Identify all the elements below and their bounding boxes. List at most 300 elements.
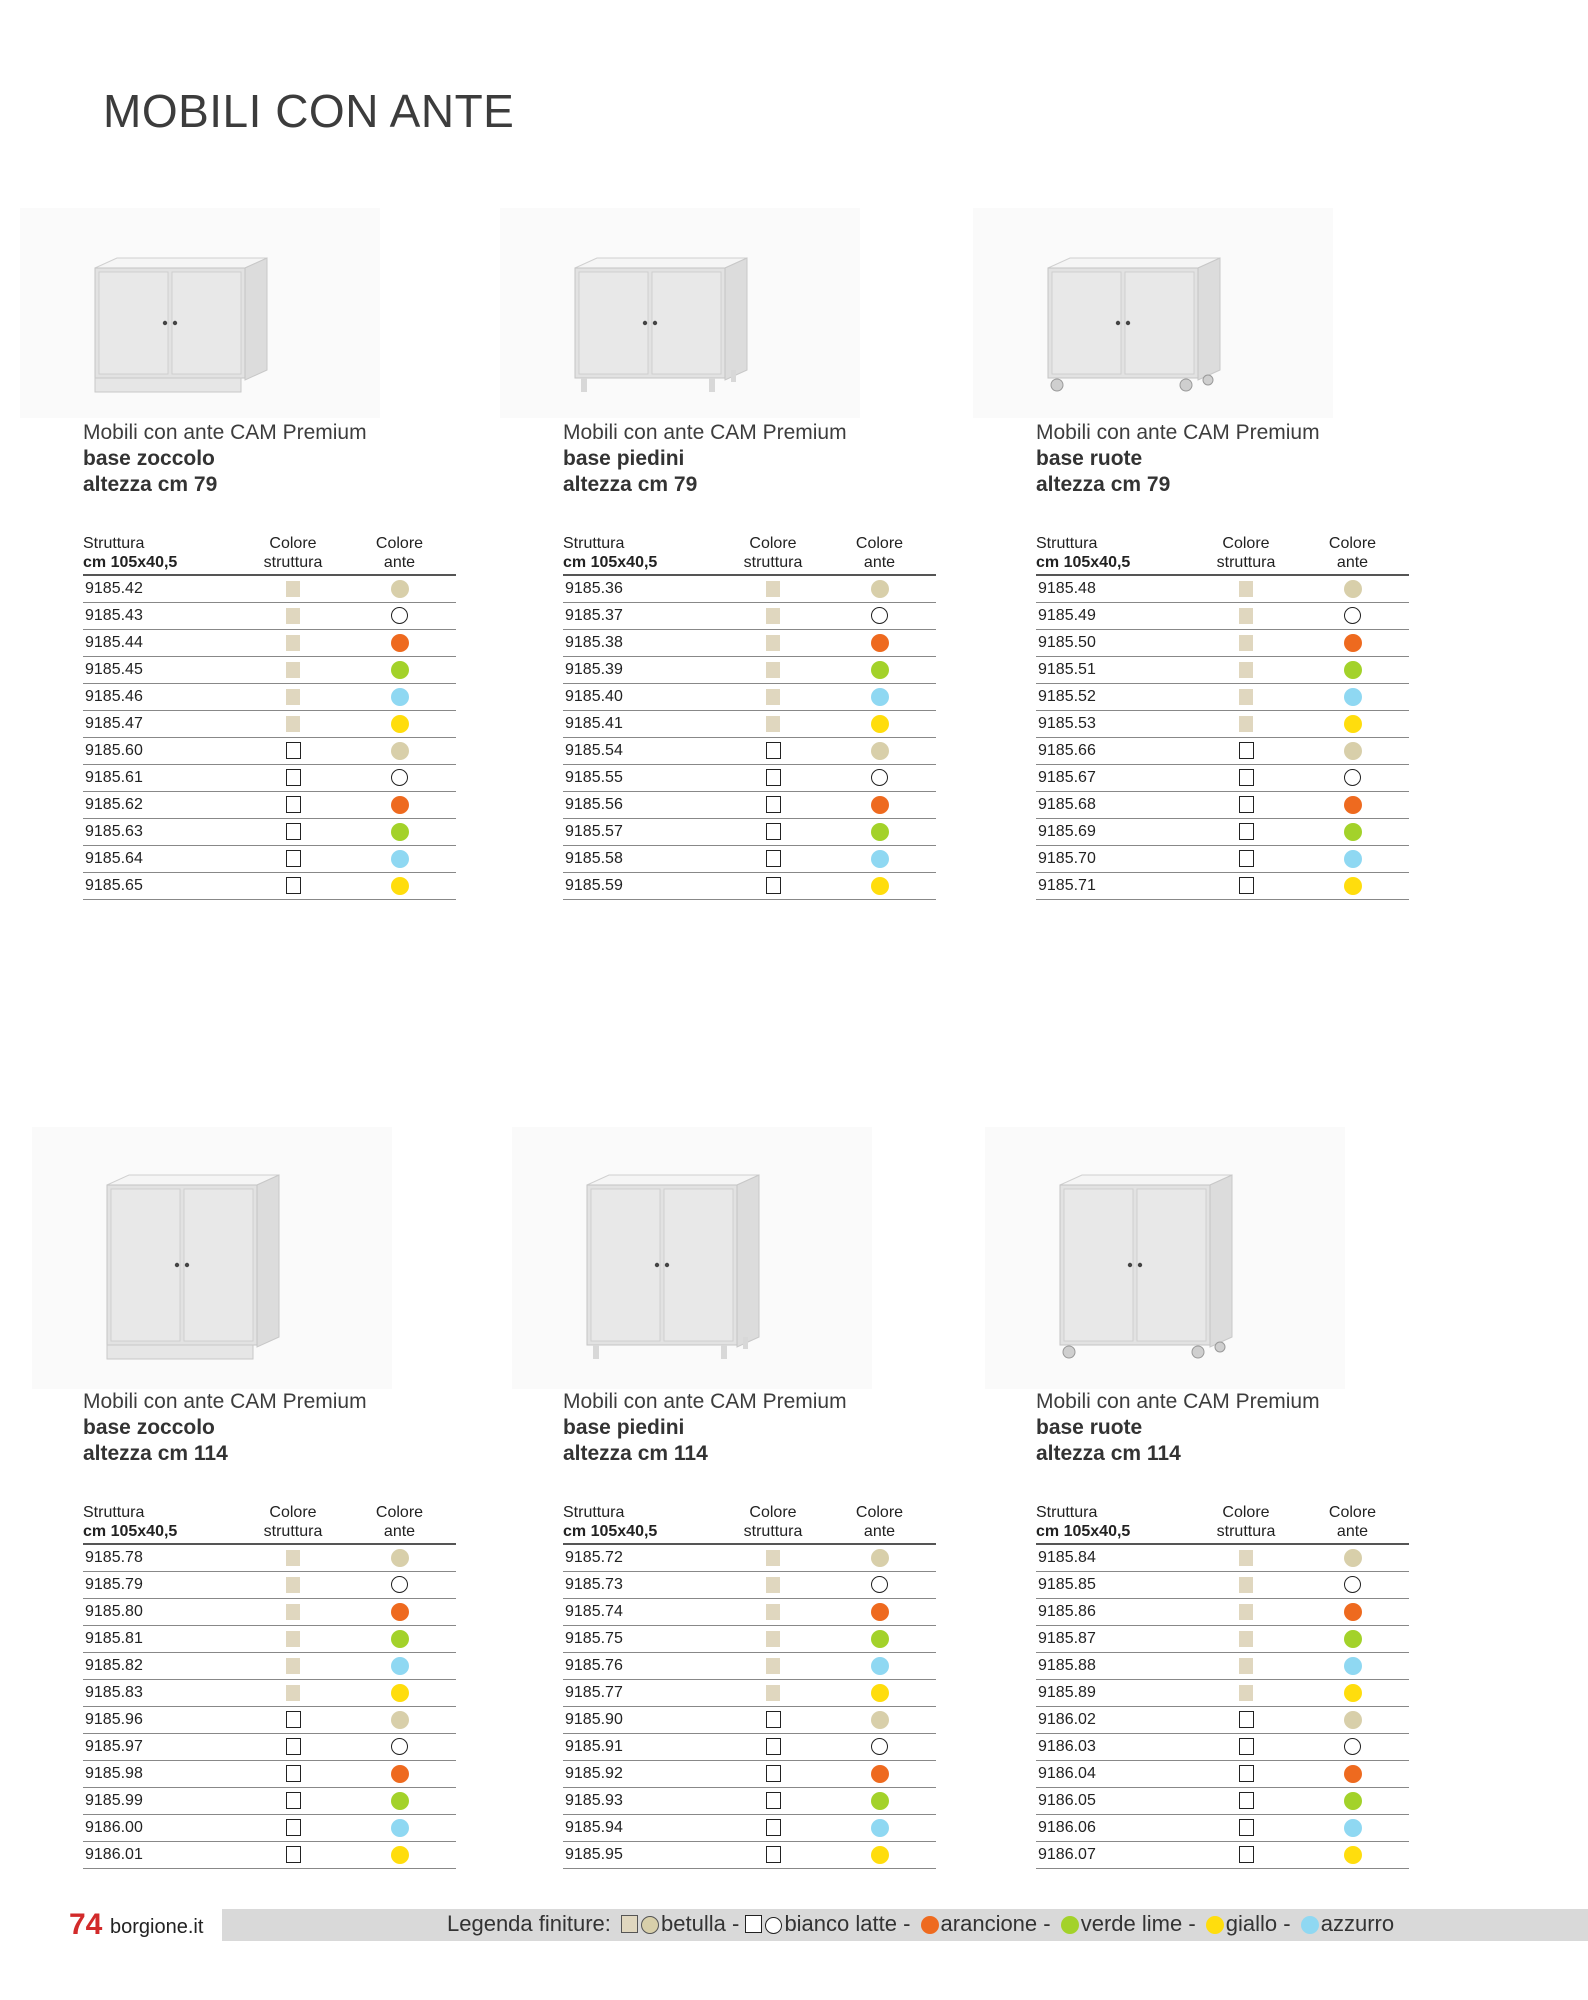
door-color-cell bbox=[1296, 1734, 1409, 1761]
betulla-swatch-icon bbox=[766, 1550, 780, 1566]
header-dimensions: cm 105x40,5 bbox=[1036, 1523, 1131, 1540]
product-code: 9185.45 bbox=[83, 657, 243, 684]
bianco-latte-swatch-icon bbox=[1239, 877, 1254, 894]
structure-color-cell bbox=[1196, 819, 1296, 846]
product-code: 9186.01 bbox=[83, 1842, 243, 1869]
product-code: 9185.96 bbox=[83, 1707, 243, 1734]
structure-color-cell bbox=[243, 1626, 343, 1653]
structure-color-cell bbox=[723, 684, 823, 711]
giallo-dot-icon bbox=[871, 715, 889, 733]
table-row bbox=[83, 819, 456, 846]
verde-dot-icon bbox=[1344, 1630, 1362, 1648]
door-color-cell bbox=[823, 1599, 936, 1626]
bianco-latte-swatch-icon bbox=[286, 1819, 301, 1836]
header-colore-ante bbox=[823, 1503, 936, 1544]
bianco-dot-icon bbox=[1344, 769, 1361, 786]
door-color-cell bbox=[1296, 630, 1409, 657]
door-color-cell bbox=[1296, 1572, 1409, 1599]
product-code: 9185.73 bbox=[563, 1572, 723, 1599]
door-color-cell bbox=[343, 1761, 456, 1788]
structure-color-cell bbox=[723, 1707, 823, 1734]
header-colore-ante bbox=[343, 1503, 456, 1544]
table-row bbox=[83, 792, 456, 819]
verde-dot-icon bbox=[1344, 661, 1362, 679]
azzurro-dot-icon bbox=[1344, 1657, 1362, 1675]
door-color-cell bbox=[343, 765, 456, 792]
door-color-cell bbox=[823, 1842, 936, 1869]
product-code: 9186.07 bbox=[1036, 1842, 1196, 1869]
table-row bbox=[563, 1544, 936, 1572]
table-row bbox=[1036, 765, 1409, 792]
betulla-swatch-icon bbox=[286, 608, 300, 624]
product-description bbox=[563, 420, 847, 498]
arancione-dot-icon bbox=[871, 796, 889, 814]
betulla-dot-icon bbox=[871, 580, 889, 598]
product-line1: Mobili con ante CAM Premium bbox=[563, 421, 847, 444]
table-row bbox=[1036, 846, 1409, 873]
door-color-cell bbox=[343, 630, 456, 657]
product-code: 9185.44 bbox=[83, 630, 243, 657]
table-row bbox=[563, 630, 936, 657]
betulla-swatch-icon bbox=[1239, 608, 1253, 624]
verde-dot-icon bbox=[391, 661, 409, 679]
betulla-dot-icon bbox=[871, 742, 889, 760]
header-ante-sub: ante bbox=[383, 554, 416, 571]
header-colore: Colore bbox=[375, 1504, 424, 1521]
bianco-latte-swatch-icon bbox=[766, 769, 781, 786]
betulla-circle-icon bbox=[641, 1916, 659, 1934]
table-row bbox=[1036, 603, 1409, 630]
door-color-cell bbox=[823, 1653, 936, 1680]
product-code: 9185.99 bbox=[83, 1788, 243, 1815]
structure-color-cell bbox=[243, 1734, 343, 1761]
table-row bbox=[1036, 792, 1409, 819]
product-line1: Mobili con ante CAM Premium bbox=[83, 1390, 367, 1413]
product-code: 9185.49 bbox=[1036, 603, 1196, 630]
betulla-dot-icon bbox=[1344, 1711, 1362, 1729]
product-code: 9185.76 bbox=[563, 1653, 723, 1680]
product-code: 9186.02 bbox=[1036, 1707, 1196, 1734]
arancione-dot-icon bbox=[871, 1603, 889, 1621]
betulla-swatch-icon bbox=[766, 581, 780, 597]
table-row bbox=[563, 792, 936, 819]
product-code: 9185.77 bbox=[563, 1680, 723, 1707]
door-color-cell bbox=[823, 792, 936, 819]
structure-color-cell bbox=[723, 792, 823, 819]
betulla-swatch-icon bbox=[766, 635, 780, 651]
table-row bbox=[1036, 819, 1409, 846]
betulla-dot-icon bbox=[1344, 580, 1362, 598]
table-row bbox=[83, 1842, 456, 1869]
bianco-latte-swatch-icon bbox=[286, 1711, 301, 1728]
bianco-square-icon bbox=[745, 1915, 762, 1933]
door-color-cell bbox=[1296, 819, 1409, 846]
door-color-cell bbox=[1296, 657, 1409, 684]
betulla-swatch-icon bbox=[766, 689, 780, 705]
door-color-cell bbox=[343, 1815, 456, 1842]
door-color-cell bbox=[1296, 1599, 1409, 1626]
door-color-cell bbox=[823, 1707, 936, 1734]
table-row bbox=[1036, 1734, 1409, 1761]
bianco-latte-swatch-icon bbox=[766, 796, 781, 813]
header-struttura-sub: struttura bbox=[1216, 554, 1276, 571]
product-code: 9185.62 bbox=[83, 792, 243, 819]
door-color-cell bbox=[823, 1788, 936, 1815]
door-color-cell bbox=[823, 819, 936, 846]
table-row bbox=[83, 603, 456, 630]
door-color-cell bbox=[343, 711, 456, 738]
door-color-cell bbox=[1296, 711, 1409, 738]
table-row bbox=[1036, 1626, 1409, 1653]
table-header-row bbox=[563, 534, 936, 575]
product-code: 9185.90 bbox=[563, 1707, 723, 1734]
azzurro-dot-icon bbox=[871, 688, 889, 706]
header-struttura-label: Struttura bbox=[1036, 535, 1098, 552]
structure-color-cell bbox=[723, 1544, 823, 1572]
product-line1: Mobili con ante CAM Premium bbox=[563, 1390, 847, 1413]
door-color-cell bbox=[1296, 1653, 1409, 1680]
product-code: 9185.84 bbox=[1036, 1544, 1196, 1572]
table-row bbox=[83, 1626, 456, 1653]
door-color-cell bbox=[823, 1680, 936, 1707]
giallo-dot-icon bbox=[391, 715, 409, 733]
header-struttura-label: Struttura bbox=[83, 1504, 145, 1521]
legend-bianco: bianco latte - bbox=[784, 1911, 911, 1936]
product-code: 9185.92 bbox=[563, 1761, 723, 1788]
structure-color-cell bbox=[1196, 575, 1296, 603]
product-code-table bbox=[1036, 1503, 1409, 1869]
table-row bbox=[83, 1761, 456, 1788]
legend-arancione: arancione - bbox=[940, 1911, 1051, 1936]
structure-color-cell bbox=[1196, 1842, 1296, 1869]
table-row bbox=[83, 1734, 456, 1761]
structure-color-cell bbox=[243, 657, 343, 684]
table-row bbox=[83, 1572, 456, 1599]
betulla-dot-icon bbox=[391, 1711, 409, 1729]
giallo-dot-icon bbox=[391, 1846, 409, 1864]
table-row bbox=[1036, 1815, 1409, 1842]
door-color-cell bbox=[343, 873, 456, 900]
structure-color-cell bbox=[1196, 657, 1296, 684]
product-code: 9185.41 bbox=[563, 711, 723, 738]
table-row bbox=[563, 1734, 936, 1761]
table-row bbox=[83, 1544, 456, 1572]
header-dimensions: cm 105x40,5 bbox=[1036, 554, 1131, 571]
azzurro-dot-icon bbox=[1344, 688, 1362, 706]
header-struttura-sub: struttura bbox=[263, 554, 323, 571]
bianco-dot-icon bbox=[391, 769, 408, 786]
header-colore: Colore bbox=[749, 1504, 797, 1521]
verde-dot-icon bbox=[391, 1792, 409, 1810]
giallo-dot-icon bbox=[391, 1684, 409, 1702]
bianco-latte-swatch-icon bbox=[766, 1819, 781, 1836]
table-row bbox=[1036, 1788, 1409, 1815]
table-row bbox=[563, 575, 936, 603]
table-row bbox=[563, 1572, 936, 1599]
header-colore: Colore bbox=[855, 1504, 904, 1521]
product-line1: Mobili con ante CAM Premium bbox=[1036, 421, 1320, 444]
azzurro-dot-icon bbox=[391, 1657, 409, 1675]
table-row bbox=[83, 1599, 456, 1626]
betulla-swatch-icon bbox=[1239, 1685, 1253, 1701]
bianco-latte-swatch-icon bbox=[286, 769, 301, 786]
bianco-latte-swatch-icon bbox=[286, 796, 301, 813]
product-code: 9185.69 bbox=[1036, 819, 1196, 846]
table-header-row bbox=[83, 1503, 456, 1544]
product-code: 9185.91 bbox=[563, 1734, 723, 1761]
structure-color-cell bbox=[1196, 792, 1296, 819]
table-header-row bbox=[83, 534, 456, 575]
door-color-cell bbox=[823, 657, 936, 684]
product-line3: altezza cm 79 bbox=[83, 473, 218, 496]
product-code: 9185.81 bbox=[83, 1626, 243, 1653]
structure-color-cell bbox=[1196, 1626, 1296, 1653]
table-row bbox=[1036, 684, 1409, 711]
structure-color-cell bbox=[1196, 1544, 1296, 1572]
header-colore: Colore bbox=[375, 535, 424, 552]
door-color-cell bbox=[823, 684, 936, 711]
arancione-dot-icon bbox=[1344, 796, 1362, 814]
product-code: 9185.64 bbox=[83, 846, 243, 873]
structure-color-cell bbox=[243, 819, 343, 846]
bianco-latte-swatch-icon bbox=[766, 850, 781, 867]
door-color-cell bbox=[1296, 1544, 1409, 1572]
bianco-latte-swatch-icon bbox=[286, 877, 301, 894]
door-color-cell bbox=[343, 1653, 456, 1680]
table-row bbox=[563, 1680, 936, 1707]
table-row bbox=[1036, 1653, 1409, 1680]
table-row bbox=[83, 846, 456, 873]
bianco-latte-swatch-icon bbox=[286, 1846, 301, 1863]
betulla-swatch-icon bbox=[1239, 716, 1253, 732]
structure-color-cell bbox=[1196, 1761, 1296, 1788]
header-colore: Colore bbox=[855, 535, 904, 552]
product-code: 9185.40 bbox=[563, 684, 723, 711]
product-description bbox=[83, 420, 367, 498]
product-code: 9186.04 bbox=[1036, 1761, 1196, 1788]
structure-color-cell bbox=[243, 630, 343, 657]
azzurro-dot-icon bbox=[871, 850, 889, 868]
table-header-row bbox=[1036, 1503, 1409, 1544]
bianco-latte-swatch-icon bbox=[766, 742, 781, 759]
header-colore-struttura bbox=[243, 534, 343, 575]
betulla-swatch-icon bbox=[1239, 1550, 1253, 1566]
betulla-swatch-icon bbox=[766, 716, 780, 732]
product-line2: base ruote bbox=[1036, 447, 1143, 470]
table-row bbox=[1036, 1842, 1409, 1869]
table-row bbox=[563, 1761, 936, 1788]
arancione-dot-icon bbox=[391, 1765, 409, 1783]
structure-color-cell bbox=[723, 1842, 823, 1869]
product-image bbox=[985, 1127, 1345, 1389]
door-color-cell bbox=[823, 575, 936, 603]
betulla-swatch-icon bbox=[1239, 689, 1253, 705]
bianco-latte-swatch-icon bbox=[766, 1765, 781, 1782]
arancione-dot-icon bbox=[391, 634, 409, 652]
header-struttura-label: Struttura bbox=[563, 1504, 625, 1521]
product-image bbox=[20, 208, 380, 418]
structure-color-cell bbox=[1196, 684, 1296, 711]
betulla-swatch-icon bbox=[286, 1685, 300, 1701]
door-color-cell bbox=[343, 1572, 456, 1599]
door-color-cell bbox=[1296, 575, 1409, 603]
table-row bbox=[1036, 630, 1409, 657]
verde-dot-icon bbox=[1344, 823, 1362, 841]
giallo-dot-icon bbox=[1344, 715, 1362, 733]
door-color-cell bbox=[1296, 1680, 1409, 1707]
verde-dot-icon bbox=[1344, 1792, 1362, 1810]
structure-color-cell bbox=[723, 575, 823, 603]
product-line2: base ruote bbox=[1036, 1416, 1143, 1439]
door-color-cell bbox=[343, 792, 456, 819]
product-code: 9185.36 bbox=[563, 575, 723, 603]
table-row bbox=[83, 711, 456, 738]
bianco-latte-swatch-icon bbox=[766, 1846, 781, 1863]
structure-color-cell bbox=[243, 1815, 343, 1842]
door-color-cell bbox=[343, 1842, 456, 1869]
bianco-dot-icon bbox=[391, 1576, 408, 1593]
verde-dot-icon bbox=[871, 1630, 889, 1648]
verde-dot-icon bbox=[391, 1630, 409, 1648]
table-row bbox=[563, 873, 936, 900]
giallo-dot-icon bbox=[871, 877, 889, 895]
table-row bbox=[563, 819, 936, 846]
site-name[interactable]: borgione.it bbox=[110, 1916, 204, 1938]
betulla-dot-icon bbox=[1344, 742, 1362, 760]
bianco-latte-swatch-icon bbox=[1239, 1738, 1254, 1755]
betulla-swatch-icon bbox=[286, 716, 300, 732]
betulla-swatch-icon bbox=[766, 662, 780, 678]
structure-color-cell bbox=[723, 738, 823, 765]
header-colore-struttura bbox=[1196, 534, 1296, 575]
structure-color-cell bbox=[243, 711, 343, 738]
header-colore: Colore bbox=[749, 535, 797, 552]
betulla-square-icon bbox=[621, 1915, 638, 1933]
betulla-swatch-icon bbox=[766, 1604, 780, 1620]
product-code: 9185.61 bbox=[83, 765, 243, 792]
product-code: 9185.85 bbox=[1036, 1572, 1196, 1599]
product-code: 9185.95 bbox=[563, 1842, 723, 1869]
bianco-latte-swatch-icon bbox=[766, 1711, 781, 1728]
product-line3: altezza cm 114 bbox=[83, 1442, 228, 1465]
structure-color-cell bbox=[1196, 711, 1296, 738]
product-code: 9185.39 bbox=[563, 657, 723, 684]
arancione-dot-icon bbox=[391, 796, 409, 814]
verde-dot-icon bbox=[871, 1792, 889, 1810]
bianco-latte-swatch-icon bbox=[1239, 1846, 1254, 1863]
product-code: 9185.87 bbox=[1036, 1626, 1196, 1653]
structure-color-cell bbox=[723, 1815, 823, 1842]
product-code: 9185.47 bbox=[83, 711, 243, 738]
door-color-cell bbox=[823, 846, 936, 873]
door-color-cell bbox=[1296, 1788, 1409, 1815]
bianco-latte-swatch-icon bbox=[1239, 850, 1254, 867]
giallo-dot-icon bbox=[871, 1684, 889, 1702]
table-row bbox=[1036, 1761, 1409, 1788]
structure-color-cell bbox=[243, 1653, 343, 1680]
structure-color-cell bbox=[243, 765, 343, 792]
betulla-swatch-icon bbox=[286, 1631, 300, 1647]
product-code: 9185.52 bbox=[1036, 684, 1196, 711]
product-line1: Mobili con ante CAM Premium bbox=[83, 421, 367, 444]
table-row bbox=[1036, 711, 1409, 738]
azzurro-dot-icon bbox=[391, 1819, 409, 1837]
bianco-dot-icon bbox=[391, 1738, 408, 1755]
betulla-dot-icon bbox=[871, 1711, 889, 1729]
product-line2: base zoccolo bbox=[83, 447, 215, 470]
betulla-dot-icon bbox=[1344, 1549, 1362, 1567]
product-image bbox=[32, 1127, 392, 1389]
door-color-cell bbox=[823, 1734, 936, 1761]
product-line3: altezza cm 114 bbox=[563, 1442, 708, 1465]
table-row bbox=[563, 1653, 936, 1680]
azzurro-dot-icon bbox=[391, 688, 409, 706]
table-row bbox=[83, 1788, 456, 1815]
product-line2: base piedini bbox=[563, 447, 685, 470]
betulla-swatch-icon bbox=[766, 1631, 780, 1647]
header-struttura-sub: struttura bbox=[1216, 1523, 1276, 1540]
structure-color-cell bbox=[1196, 603, 1296, 630]
door-color-cell bbox=[343, 1626, 456, 1653]
product-code-table bbox=[83, 534, 456, 900]
product-code: 9186.05 bbox=[1036, 1788, 1196, 1815]
product-code: 9185.59 bbox=[563, 873, 723, 900]
product-code: 9185.46 bbox=[83, 684, 243, 711]
verde-dot-icon bbox=[391, 823, 409, 841]
product-line3: altezza cm 79 bbox=[1036, 473, 1171, 496]
header-colore: Colore bbox=[269, 1504, 317, 1521]
betulla-swatch-icon bbox=[286, 1550, 300, 1566]
product-code: 9185.72 bbox=[563, 1544, 723, 1572]
giallo-dot-icon bbox=[871, 1846, 889, 1864]
structure-color-cell bbox=[243, 684, 343, 711]
product-description bbox=[83, 1389, 367, 1467]
door-color-cell bbox=[1296, 1761, 1409, 1788]
door-color-cell bbox=[823, 1761, 936, 1788]
betulla-dot-icon bbox=[391, 742, 409, 760]
table-row bbox=[83, 684, 456, 711]
product-image bbox=[500, 208, 860, 418]
header-ante-sub: ante bbox=[383, 1523, 416, 1540]
bianco-latte-swatch-icon bbox=[1239, 1711, 1254, 1728]
door-color-cell bbox=[1296, 603, 1409, 630]
structure-color-cell bbox=[723, 1788, 823, 1815]
table-row bbox=[1036, 1707, 1409, 1734]
door-color-cell bbox=[343, 1707, 456, 1734]
product-code: 9185.94 bbox=[563, 1815, 723, 1842]
header-ante-sub: ante bbox=[1336, 1523, 1369, 1540]
product-code: 9185.93 bbox=[563, 1788, 723, 1815]
structure-color-cell bbox=[1196, 1680, 1296, 1707]
bianco-dot-icon bbox=[1344, 1576, 1361, 1593]
door-color-cell bbox=[343, 819, 456, 846]
betulla-swatch-icon bbox=[766, 608, 780, 624]
header-colore: Colore bbox=[1222, 535, 1270, 552]
product-code: 9185.97 bbox=[83, 1734, 243, 1761]
table-row bbox=[563, 657, 936, 684]
header-struttura-label: Struttura bbox=[83, 535, 145, 552]
table-row bbox=[1036, 1572, 1409, 1599]
door-color-cell bbox=[823, 1544, 936, 1572]
product-description bbox=[1036, 1389, 1320, 1467]
bianco-latte-swatch-icon bbox=[1239, 1765, 1254, 1782]
door-color-cell bbox=[823, 765, 936, 792]
door-color-cell bbox=[343, 1734, 456, 1761]
product-code: 9185.75 bbox=[563, 1626, 723, 1653]
product-description bbox=[1036, 420, 1320, 498]
betulla-swatch-icon bbox=[766, 1685, 780, 1701]
table-row bbox=[83, 873, 456, 900]
